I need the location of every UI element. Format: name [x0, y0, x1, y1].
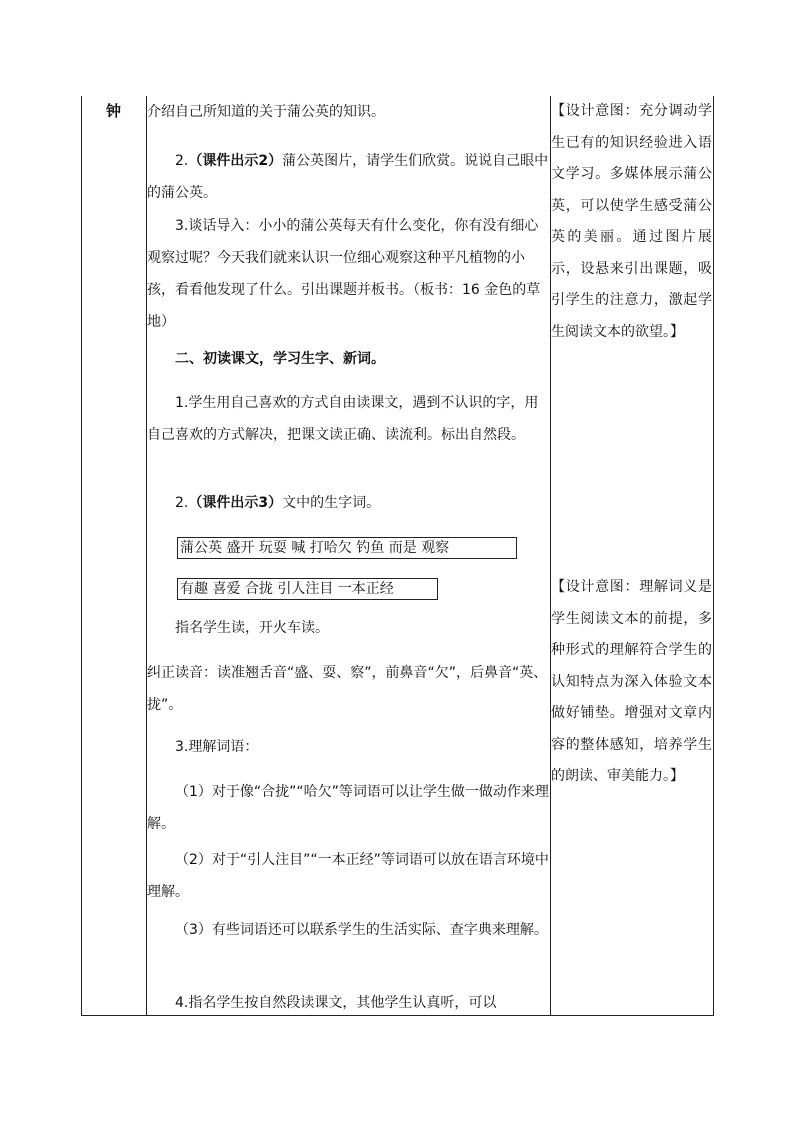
read-step-2-text: 文中的生字词。: [282, 495, 381, 511]
understand-heading: 3.理解词语：: [175, 739, 259, 755]
name-reading-line: 指名学生读，开火车读。: [175, 620, 329, 636]
table-border-right: [713, 96, 714, 1016]
read-step-2-paragraph: [147, 487, 550, 519]
read-step-2-courseware: （课件出示3）: [188, 495, 283, 511]
read-step-2-number: 2.: [175, 495, 189, 511]
design-note-1: 【设计意图：充分调动学生已有的知识经验进入语文学习。多媒体展示蒲公英，可以使学生感受蒲公英的美丽。通过图片展示，设悬来引出课题，吸引学生的注意力，激起学生阅读文本的欲望。】: [551, 103, 712, 340]
step-2-courseware: （课件出示2）: [188, 153, 283, 169]
vocab-box-2: 有趣 喜爱 合拢 引人注目 一本正经: [177, 578, 438, 600]
pronunciation-paragraph: 纠正读音：读准翘舌音“盛、耍、察”，前鼻音“欠”，后鼻音“英、拢”。: [147, 665, 548, 713]
step-4-paragraph: 4.指名学生按自然段读课文，其他学生认真听，可以: [175, 995, 497, 1011]
intro-line: 介绍自己所知道的关于蒲公英的知识。: [147, 104, 385, 120]
table-border-left: [81, 96, 82, 1016]
step-2-paragraph: [147, 145, 550, 209]
understand-item-3: （3）有些词语还可以联系学生的生活实际、查字典来理解。: [175, 922, 548, 938]
time-fragment-label: 钟: [106, 102, 122, 120]
read-step-1-paragraph: 1.学生用自己喜欢的方式自由读课文，遇到不认识的字，用自己喜欢的方式解决，把课文读正确、读流利。标出自然段。: [147, 395, 539, 443]
understand-item-1: （1）对于像“合拢”“哈欠”等词语可以让学生做一做动作来理解。: [147, 784, 549, 832]
section-heading: 二、初读课文，学习生字、新词。: [175, 351, 385, 367]
step-3-paragraph: 3.谈话导入：小小的蒲公英每天有什么变化，你有没有细心观察过呢？今天我们就来认识一位细心观察这种平凡植物的小孩，看看他发现了什么。引出课题并板书。（板书：16 金色的草地）: [147, 218, 541, 330]
understand-item-2: （2）对于“引人注目”“一本正经”等词语可以放在语言环境中理解。: [147, 852, 549, 900]
step-2-number: 2.: [175, 153, 189, 169]
vocab-box-1: 蒲公英 盛开 玩耍 喊 打哈欠 钓鱼 而是 观察: [177, 537, 517, 559]
design-note-2: 【设计意图：理解词义是学生阅读文本的前提，多种形式的理解符合学生的认知特点为深入体验文本做好铺垫。增强对文章内容的整体感知，培养学生的朗读、审美能力。】: [551, 579, 712, 784]
step-2-text: 蒲公英图片，请学生们欣赏。说说自己眼中的蒲公英。: [147, 153, 549, 201]
